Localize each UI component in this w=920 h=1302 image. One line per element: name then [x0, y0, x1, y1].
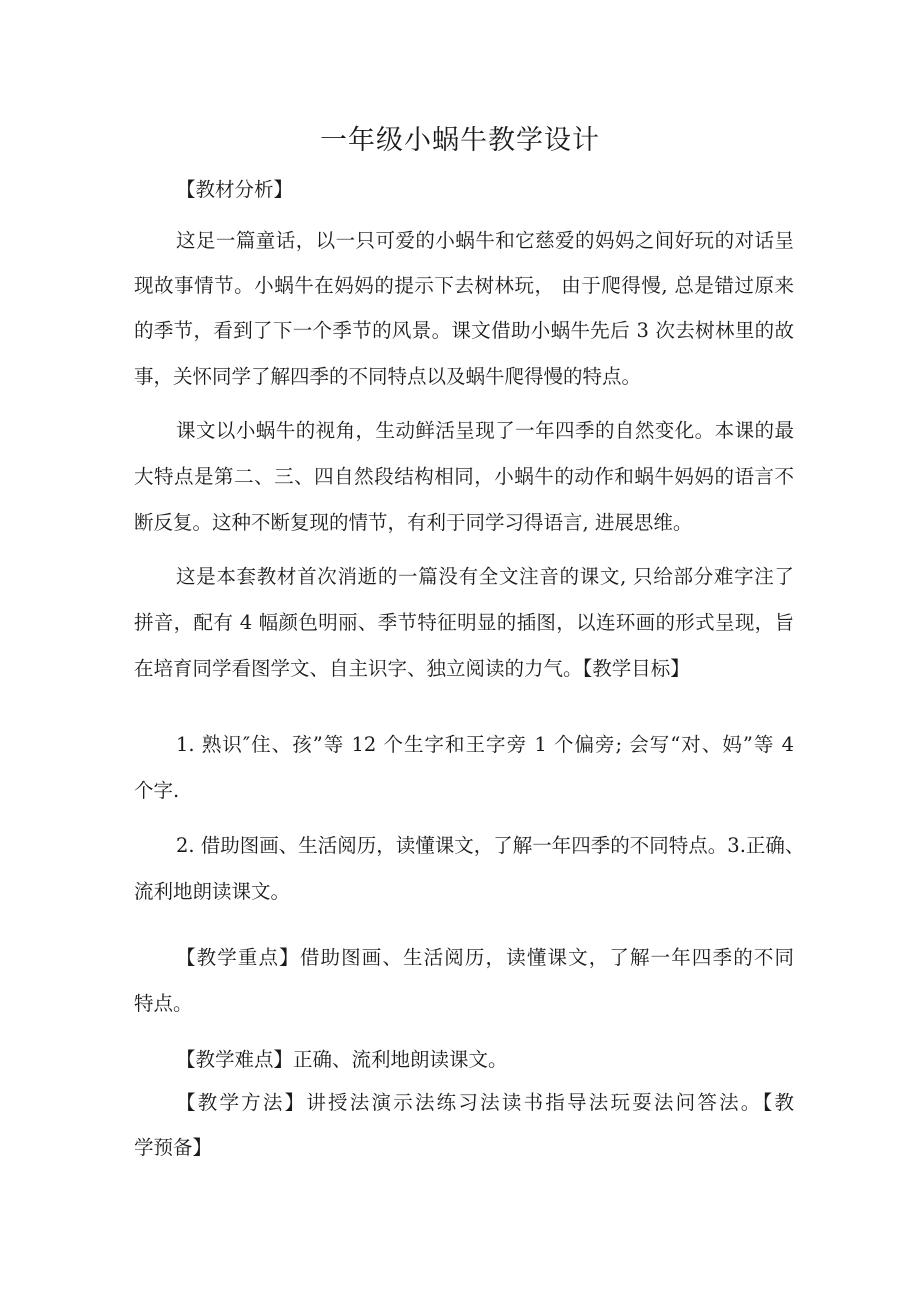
teaching-key-points-cont: 特点。: [134, 992, 193, 1015]
section-heading-textbook-analysis: 【教材分析】: [176, 178, 294, 201]
objective-line: 个字.: [134, 779, 180, 802]
teaching-key-points: 【教学重点】借助图画、生活阅历，读懂课文，了解一年四季的不同: [176, 946, 794, 969]
paragraph-line: 在培育同学看图学文、自主识字、独立阅读的力气。【教学目标】: [134, 657, 690, 680]
paragraph-line: 事，关怀同学了解四季的不同特点以及蜗牛爬得慢的特点。: [134, 365, 642, 388]
paragraph-line: 这足一篇童话，以一只可爱的小蜗牛和它慈爱的妈妈之间好玩的对话呈: [176, 229, 794, 252]
paragraph-line: 的季节，看到了下一个季节的风景。课文借助小蜗牛先后 3 次去树林里的故: [134, 319, 794, 342]
paragraph-line: 课文以小蜗牛的视角，生动鲜活呈现了一年四季的自然变化。本课的最: [176, 419, 794, 442]
objective-line: 1. 熟识″住、孩”等 12 个生字和王字旁 1 个偏旁; 会写“对、妈”等 4: [176, 733, 794, 756]
paragraph-line: 现故事情节。小蜗牛在妈妈的提示下去树林玩， 由于爬得慢, 总是错过原来: [134, 274, 794, 297]
paragraph-line: 这是本套教材首次消逝的一篇没有全文注音的课文, 只给部分难字注了: [176, 565, 794, 588]
paragraph-line: 断反复。这种不断复现的情节，有利于同学习得语言, 进展思维。: [134, 511, 693, 534]
document-title: 一年级小蜗牛教学设计: [320, 125, 600, 156]
objective-line: 流利地朗读课文。: [134, 880, 291, 903]
teaching-methods: 【教学方法】讲授法演示法练习法读书指导法玩耍法问答法。【教: [176, 1091, 794, 1114]
objective-line: 2. 借助图画、生活阅历，读懂课文，了解一年四季的不同特点。3.正确、: [176, 834, 805, 857]
paragraph-line: 拼音，配有 4 幅颜色明丽、季节特征明显的插图，以连环画的形式呈现，旨: [134, 611, 794, 634]
teaching-difficulties: 【教学难点】正确、流利地朗读课文。: [176, 1048, 508, 1071]
paragraph-line: 大特点是第二、三、四自然段结构相同，小蜗牛的动作和蜗牛妈妈的语言不: [134, 465, 794, 488]
teaching-preparation-heading: 学预备】: [134, 1136, 213, 1159]
